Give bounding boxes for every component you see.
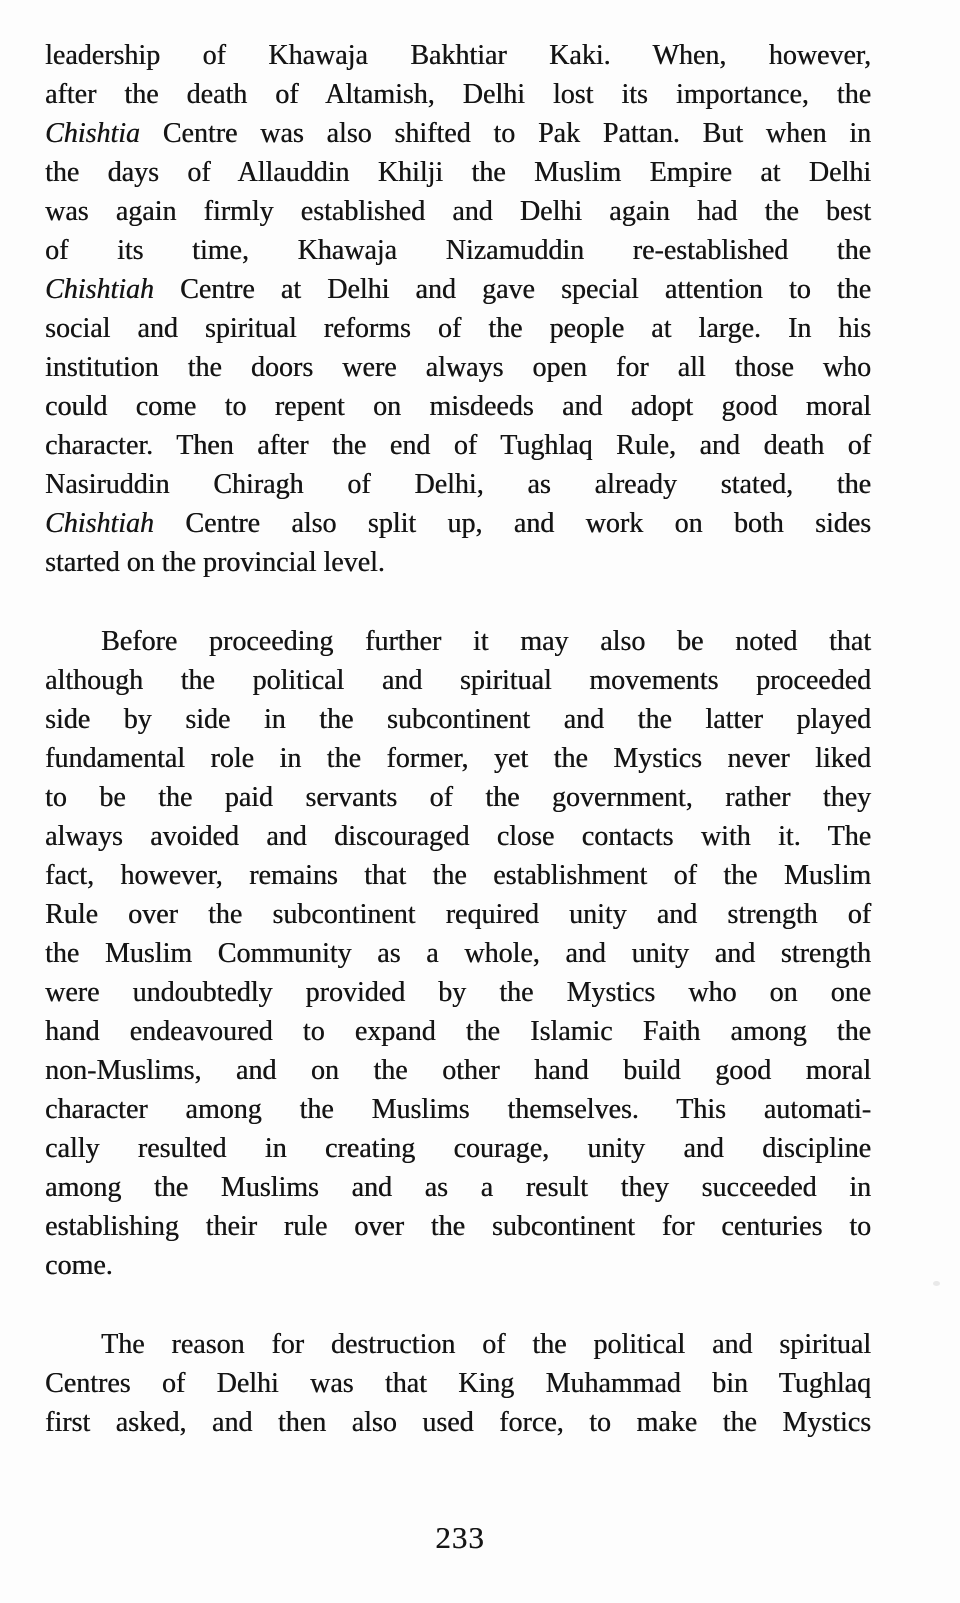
text-line: to be the paid servants of the government, rather they — [45, 782, 871, 813]
text-line: Centres of Delhi was that King Muhammad bin Tughlaq — [45, 1368, 871, 1399]
text-line: non-Muslims, and on the other hand build good moral — [45, 1055, 871, 1086]
page-text — [45, 36, 871, 1442]
text-line: come. — [45, 1250, 113, 1281]
text-line: Rule over the subcontinent required unity and strength of — [45, 899, 871, 930]
text-line: after the death of Altamish, Delhi lost its importance, the — [45, 79, 871, 110]
scan-artifact — [933, 1281, 940, 1286]
text-line: Chishtiah Centre also split up, and work on both sides — [45, 508, 871, 539]
text-line: character. Then after the end of Tughlaq Rule, and death of — [45, 430, 871, 461]
text-line: was again firmly established and Delhi again had the best — [45, 196, 871, 227]
text-line: of its time, Khawaja Nizamuddin re-established the — [45, 235, 871, 266]
text-line: could come to repent on misdeeds and adopt good moral — [45, 391, 871, 422]
text-line: started on the provincial level. — [45, 547, 385, 578]
text-line: the Muslim Community as a whole, and unity and strength — [45, 938, 871, 969]
text-line: cally resulted in creating courage, unity and discipline — [45, 1133, 871, 1164]
text-line: were undoubtedly provided by the Mystics who on one — [45, 977, 871, 1008]
paragraph — [45, 1325, 871, 1442]
text-line: Nasiruddin Chiragh of Delhi, as already stated, the — [45, 469, 871, 500]
text-line: The reason for destruction of the political and spiritual — [101, 1329, 871, 1360]
text-line: among the Muslims and as a result they succeeded in — [45, 1172, 871, 1203]
text-line: fundamental role in the former, yet the Mystics never liked — [45, 743, 871, 774]
text-line: Before proceeding further it may also be noted that — [101, 626, 871, 657]
text-line: establishing their rule over the subcontinent for centuries to — [45, 1211, 871, 1242]
page-number: 233 — [435, 1520, 485, 1555]
text-line: hand endeavoured to expand the Islamic Faith among the — [45, 1016, 871, 1047]
text-line: leadership of Khawaja Bakhtiar Kaki. When, however, — [45, 40, 871, 71]
text-line: side by side in the subcontinent and the latter played — [45, 704, 871, 735]
text-line: fact, however, remains that the establishment of the Muslim — [45, 860, 871, 891]
text-line: although the political and spiritual movements proceeded — [45, 665, 871, 696]
text-line: social and spiritual reforms of the people at large. In his — [45, 313, 871, 344]
text-line: character among the Muslims themselves. This automati- — [45, 1094, 871, 1125]
paragraph — [45, 622, 871, 1285]
text-line: Chishtiah Centre at Delhi and gave special attention to the — [45, 274, 871, 305]
text-line: Chishtia Centre was also shifted to Pak Pattan. But when in — [45, 118, 871, 149]
paragraph — [45, 36, 871, 582]
text-line: always avoided and discouraged close contacts with it. The — [45, 821, 871, 852]
text-line: the days of Allauddin Khilji the Muslim Empire at Delhi — [45, 157, 871, 188]
text-line: first asked, and then also used force, to make the Mystics — [45, 1407, 871, 1438]
text-line: institution the doors were always open for all those who — [45, 352, 871, 383]
